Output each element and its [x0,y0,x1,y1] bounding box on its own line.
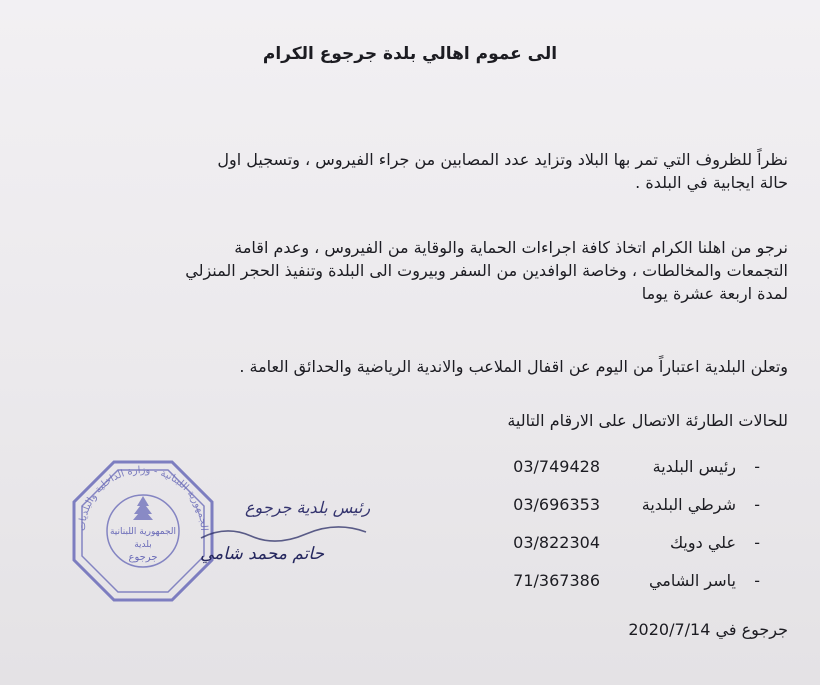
paragraph-emergency [28,409,788,432]
stamp-line: جرجوع [128,552,158,563]
contact-name: رئيس البلدية [652,457,736,476]
paragraph-line: وتعلن البلدية اعتباراً من اليوم عن اقفال الملاعب والاندية الرياضية والحدائق العامة . [239,357,788,376]
contact-number: 03/696353 [513,495,600,514]
cedar-icon [133,496,153,520]
paragraph-line: نرجو من اهلنا الكرام اتخاذ كافة اجراءات الحماية والوقاية من الفيروس ، وعدم اقامة [234,238,788,257]
date-value: 2020/7/14 [628,620,711,639]
paragraph-request [28,236,788,305]
document-title: الى عموم اهالي بلدة جرجوع الكرام [262,44,558,64]
paragraph-line: حالة ايجابية في البلدة . [635,173,788,192]
paragraph-line: نظراً للظروف التي تمر بها البلاد وتزايد عدد المصابين من جراء الفيروس ، وتسجيل اول [217,150,788,169]
paragraph-line: لمدة اربعة عشرة يوما [641,284,788,303]
stamp-line: بلدية [134,540,152,550]
bullet-dash: - [754,495,760,514]
document-date [628,620,788,639]
contact-name: علي دويك [669,533,736,552]
contact-item [460,567,760,605]
paragraph-line: للحالات الطارئة الاتصال على الارقام التالية [507,411,788,430]
contact-name: شرطي البلدية [641,495,736,514]
date-label: جرجوع في [715,620,788,639]
contact-list [460,453,760,605]
contact-number: 03/822304 [513,533,600,552]
stamp-line: الجمهورية اللبنانية [109,527,177,537]
bullet-dash: - [754,457,760,476]
paragraph-line: التجمعات والمخالطات ، وخاصة الوافدين من السفر وبيروت الى البلدة وتنفيذ الحجر المنزلي [185,261,788,280]
paragraph-announcement [28,355,788,378]
contact-item [460,453,760,491]
contact-name: ياسر الشامي [648,571,736,590]
contact-item [460,491,760,529]
signature-name: حاتم محمد شامي [200,544,325,564]
contact-number: 71/367386 [513,571,600,590]
bullet-dash: - [754,533,760,552]
stamp-outer-text-path: الجمهورية اللبنانية - وزارة الداخلية والبلديات [76,464,210,532]
paragraph-intro [28,148,788,194]
signature-title: رئيس بلدية جرجوع [245,498,371,517]
contact-number: 03/749428 [513,457,600,476]
bullet-dash: - [754,571,760,590]
contact-item [460,529,760,567]
